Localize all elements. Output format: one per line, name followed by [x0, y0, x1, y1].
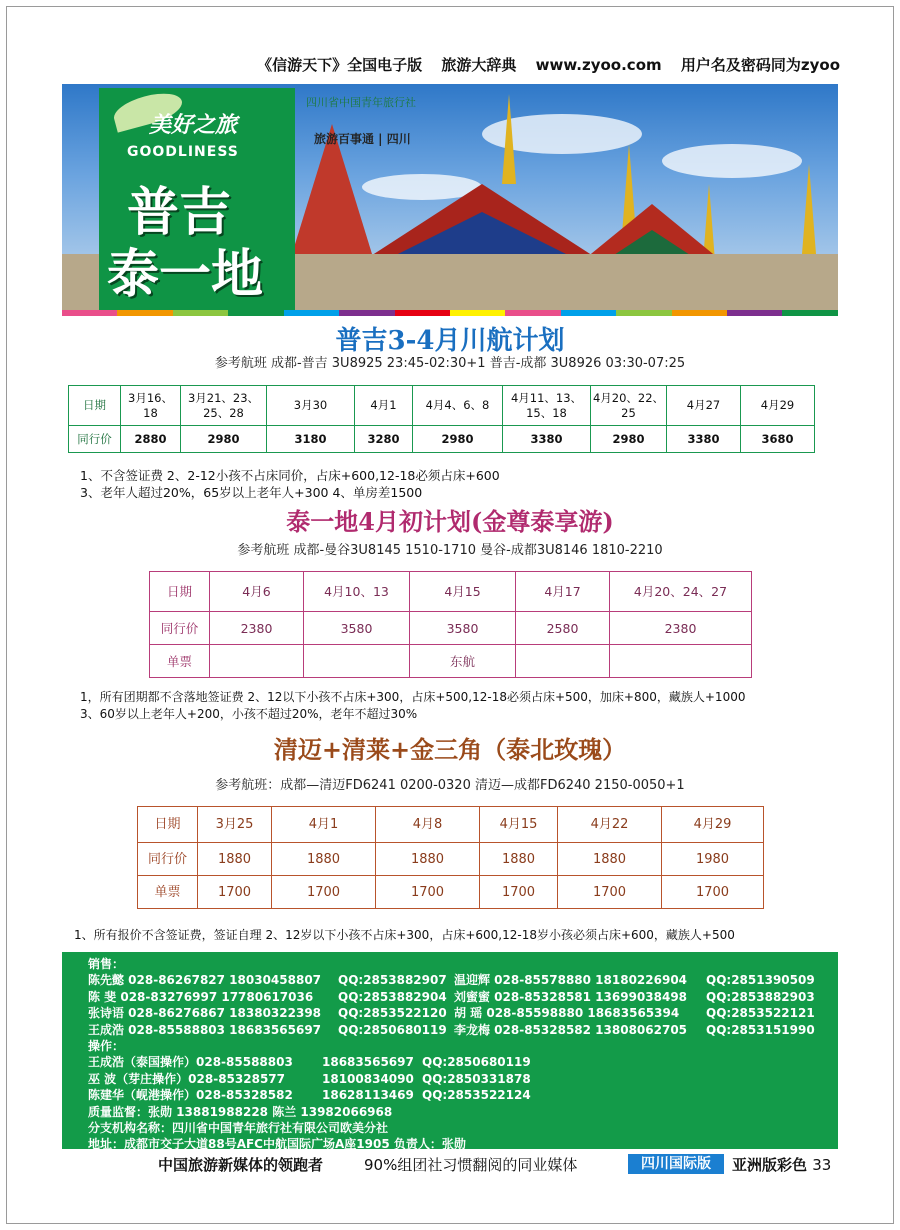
contact-qq: QQ:2851390509: [706, 973, 815, 988]
date-cell: 4月6: [210, 572, 304, 612]
date-cell: 4月17: [516, 572, 610, 612]
stripe-segment: [284, 310, 339, 316]
price-cell: 3580: [410, 612, 516, 645]
stripe-segment: [561, 310, 616, 316]
section2-note-2: 3、60岁以上老年人+200，小孩不超过20%，老年不超过30%: [80, 707, 418, 721]
row-label-date: 日期: [69, 386, 121, 426]
contact-qq: QQ:2853522120: [338, 1006, 447, 1021]
ticket-cell: 1700: [662, 876, 764, 909]
destination-title-2: 泰一地: [107, 244, 264, 305]
footer-slogan-2: 90%组团社习惯翻阅的同业媒体: [364, 1156, 578, 1174]
ticket-cell: 1700: [558, 876, 662, 909]
ticket-cell: 1700: [480, 876, 558, 909]
stripe-segment: [505, 310, 560, 316]
stripe-segment: [62, 310, 117, 316]
contact-name-phone: 张诗语 028-86276867 18380322398: [88, 1006, 322, 1021]
date-cell: 3月30: [267, 386, 355, 426]
ops-qq: QQ:2853522124: [422, 1088, 531, 1103]
stripe-segment: [616, 310, 671, 316]
ticket-cell: [516, 645, 610, 678]
date-cell: 3月21、23、25、28: [181, 386, 267, 426]
ops-row: [88, 1071, 838, 1087]
stripe-segment: [117, 310, 172, 316]
stripe-segment: [173, 310, 228, 316]
section1-flights: 参考航班 成都-普吉 3U8925 23:45-02:30+1 普吉-成都 3U8926 03:30-07:25: [214, 356, 686, 371]
contact-name-phone: 刘蜜蜜 028-85328581 13699038498: [454, 989, 688, 1004]
sales-label: 销售：: [88, 957, 125, 971]
branch-name: 分支机构名称：四川省中国青年旅行社有限公司欧美分社: [88, 1120, 389, 1135]
date-cell: 4月1: [355, 386, 413, 426]
date-cell: 4月27: [667, 386, 741, 426]
sales-row: [88, 989, 838, 1005]
date-cell: 4月1: [272, 807, 376, 843]
row-label-ticket: 单票: [150, 645, 210, 678]
stripe-segment: [228, 310, 283, 316]
ops-name-phone: 巫 波（芽庄操作）028-85328577: [88, 1071, 286, 1086]
date-cell: 4月11、13、15、18: [503, 386, 591, 426]
row-label-price: 同行价: [138, 843, 198, 876]
sales-row: [88, 1022, 838, 1038]
edition-badge: 四川国际版: [628, 1154, 724, 1174]
footer-slogan-1: 中国旅游新媒体的领跑者: [158, 1156, 324, 1174]
ticket-cell: [304, 645, 410, 678]
edition-label: 亚洲版彩色: [732, 1156, 808, 1174]
row-label-price: 同行价: [150, 612, 210, 645]
ops-qq: QQ:2850680119: [422, 1055, 531, 1070]
ops-name-phone: 王成浩（泰国操作）028-85588803: [88, 1055, 293, 1070]
contact-qq: QQ:2853882904: [338, 989, 447, 1004]
slogan-english: GOODLINESS: [127, 144, 239, 160]
slogan: 美好之旅: [149, 112, 238, 138]
ops-row: [88, 1087, 838, 1103]
sales-row: [88, 1005, 838, 1021]
date-cell: 4月10、13: [304, 572, 410, 612]
ticket-cell: 1700: [376, 876, 480, 909]
section3-price-table: [137, 806, 764, 909]
price-cell: 1880: [198, 843, 272, 876]
destination-title-1: 普吉: [127, 182, 232, 243]
date-cell: 3月16、18: [121, 386, 181, 426]
sales-row: [88, 972, 838, 988]
date-cell: 4月8: [376, 807, 480, 843]
section2-price-table: [149, 571, 752, 678]
edition-and-page: [732, 1154, 831, 1175]
price-cell: 3280: [355, 426, 413, 453]
price-row: [69, 426, 815, 453]
price-cell: 3380: [503, 426, 591, 453]
contact-name-phone: 王成浩 028-85588803 18683565697: [88, 1022, 322, 1037]
price-cell: 3580: [304, 612, 410, 645]
price-cell: 2380: [210, 612, 304, 645]
dictionary-name: 旅游大辞典: [441, 56, 517, 74]
date-cell: 4月29: [741, 386, 815, 426]
price-cell: 3680: [741, 426, 815, 453]
contact-block: [62, 952, 838, 1152]
stripe-segment: [782, 310, 837, 316]
section1-price-table: [68, 385, 815, 453]
row-label-date: 日期: [150, 572, 210, 612]
row-label-date: 日期: [138, 807, 198, 843]
contact-qq: QQ:2853882907: [338, 973, 447, 988]
section1-title: 普吉3-4月川航计划: [335, 326, 565, 356]
row-label-ticket: 单票: [138, 876, 198, 909]
date-cell: 4月20、24、27: [610, 572, 752, 612]
ops-label: 操作：: [88, 1038, 125, 1053]
date-cell: 4月15: [480, 807, 558, 843]
ops-name-phone: 陈建华（岘港操作）028-85328582: [88, 1088, 293, 1103]
contact-name-phone: 陈 斐 028-83276997 17780617036: [88, 989, 314, 1004]
ops-mobile: 18100834090: [322, 1071, 414, 1086]
ticket-cell: [210, 645, 304, 678]
section2-title: 泰一地4月初计划(金尊泰享游): [286, 507, 614, 536]
contact-name-phone: 李龙梅 028-85328582 13808062705: [454, 1022, 688, 1037]
hero-banner: [62, 84, 838, 310]
contact-name-phone: 温迎辉 028-85578880 18180226904: [454, 973, 688, 988]
section2-flights: 参考航班 成都-曼谷3U8145 1510-1710 曼谷-成都3U8146 1810-2210: [237, 543, 663, 558]
section3-title: 清迈+清莱+金三角（泰北玫瑰）: [273, 735, 627, 764]
price-cell: 2980: [591, 426, 667, 453]
stripe-segment: [339, 310, 394, 316]
color-stripe-divider: [62, 310, 838, 316]
price-cell: 2980: [181, 426, 267, 453]
price-cell: 2880: [121, 426, 181, 453]
section3-note-1: 1、所有报价不含签证费，签证自理 2、12岁以下小孩不占床+300，占床+600,12-18岁小孩必须占床+600，藏族人+500: [74, 928, 735, 942]
address: 地址：成都市交子大道88号AFC中航国际广场A座1905 负责人：张勋: [88, 1137, 466, 1152]
price-cell: 1880: [376, 843, 480, 876]
row-label-price: 同行价: [69, 426, 121, 453]
brand-logo-text: 旅游百事通 | 四川: [314, 132, 411, 146]
date-cell: 4月29: [662, 807, 764, 843]
contact-qq: QQ:2850680119: [338, 1022, 447, 1037]
quality-supervision: 质量监督：张勋 13881988228 陈兰 13982066968: [88, 1104, 393, 1119]
contact-name-phone: 胡 瑶 028-85598880 18683565394: [454, 1006, 680, 1021]
contact-qq: QQ:2853151990: [706, 1022, 815, 1037]
price-cell: 3180: [267, 426, 355, 453]
ops-mobile: 18683565697: [322, 1055, 414, 1070]
date-cell: 4月4、6、8: [413, 386, 503, 426]
contact-qq: QQ:2853882903: [706, 989, 815, 1004]
price-cell: 2980: [413, 426, 503, 453]
page-number: 33: [812, 1156, 832, 1174]
ticket-cell: 1700: [198, 876, 272, 909]
price-cell: 1980: [662, 843, 764, 876]
section1-note-1: 1、不含签证费 2、2-12小孩不占床同价，占床+600,12-18必须占床+600: [80, 468, 500, 483]
stripe-segment: [450, 310, 505, 316]
stripe-segment: [395, 310, 450, 316]
title-panel: [99, 88, 295, 310]
section2-note-1: 1，所有团期都不含落地签证费 2、12以下小孩不占床+300，占床+500,12-18必须占床+500，加床+800，藏族人+1000: [80, 690, 746, 704]
ticket-cell: [610, 645, 752, 678]
magazine-name: 《信游天下》全国电子版: [257, 56, 423, 74]
price-cell: 1880: [480, 843, 558, 876]
date-row: [69, 386, 815, 426]
login-hint: 用户名及密码同为zyoo: [680, 56, 840, 74]
date-cell: 4月20、22、25: [591, 386, 667, 426]
agency-logo-text: 四川省中国青年旅行社: [306, 96, 416, 109]
price-cell: 2580: [516, 612, 610, 645]
ops-qq: QQ:2850331878: [422, 1071, 531, 1086]
date-cell: 3月25: [198, 807, 272, 843]
ops-row: [88, 1054, 838, 1070]
ticket-cell: 东航: [410, 645, 516, 678]
top-header-bar: [0, 54, 900, 75]
price-cell: 1880: [272, 843, 376, 876]
price-cell: 1880: [558, 843, 662, 876]
ticket-cell: 1700: [272, 876, 376, 909]
price-cell: 3380: [667, 426, 741, 453]
date-cell: 4月22: [558, 807, 662, 843]
section3-flights: 参考航班：成都—清迈FD6241 0200-0320 清迈—成都FD6240 2150-0050+1: [215, 778, 685, 793]
stripe-segment: [672, 310, 727, 316]
contact-name-phone: 陈先懿 028-86267827 18030458807: [88, 973, 322, 988]
date-cell: 4月15: [410, 572, 516, 612]
price-cell: 2380: [610, 612, 752, 645]
website-url[interactable]: www.zyoo.com: [535, 56, 662, 74]
contact-qq: QQ:2853522121: [706, 1006, 815, 1021]
ops-mobile: 18628113469: [322, 1088, 414, 1103]
stripe-segment: [727, 310, 782, 316]
section1-note-2: 3、老年人超过20%，65岁以上老年人+300 4、单房差1500: [80, 485, 423, 500]
